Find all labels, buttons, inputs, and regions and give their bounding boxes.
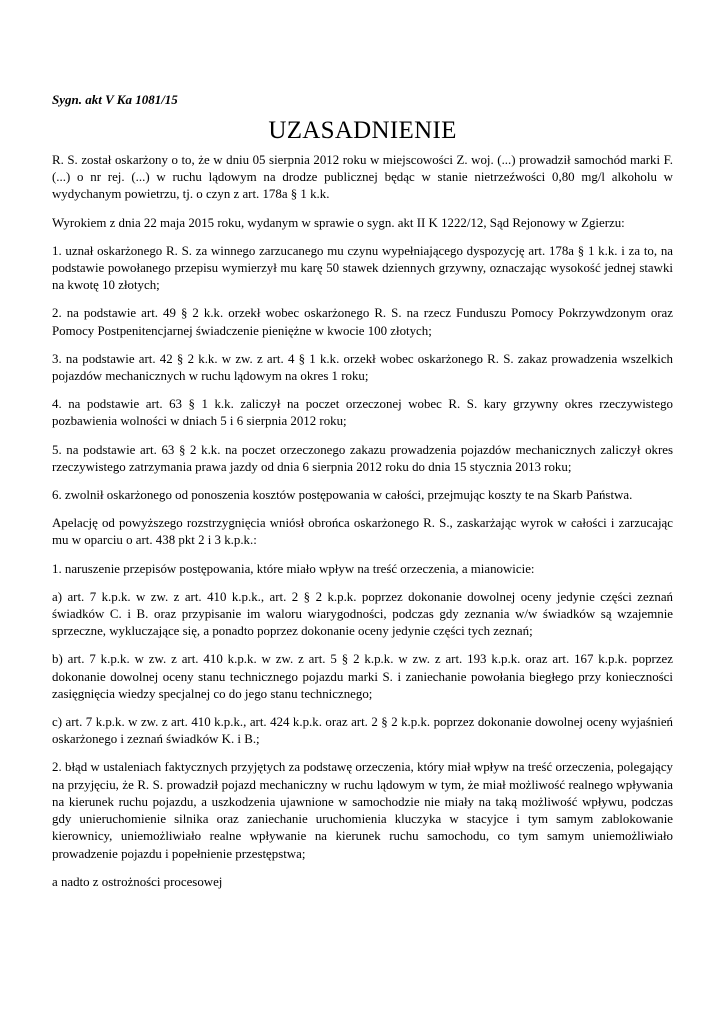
document-title: UZASADNIENIE xyxy=(268,117,457,144)
paragraph-verdict-item-2: 2. na podstawie art. 49 § 2 k.k. orzekł wobec oskarżonego R. S. na rzecz Funduszu Pomocy Pokrzywdzonym oraz Pomocy Postpenitencjarnej świadczenie pieniężne w kwocie 100 złotych; xyxy=(52,306,673,338)
paragraph-verdict-item-1: 1. uznał oskarżonego R. S. za winnego zarzucanego mu czynu wypełniającego dyspozycję art. 178a § 1 k.k. i za to, na podstawie powołanego przepisu wymierzył mu karę 50 stawek dziennych grzywny, oznaczając wysokość jednej stawki na kwotę 10 złotych; xyxy=(52,243,673,293)
paragraph-appeal-item-1b: b) art. 7 k.p.k. w zw. z art. 410 k.p.k. w zw. z art. 5 § 2 k.p.k. w zw. z art. 193 k.p.k. oraz art. 167 k.p.k. poprzez dokonanie dowolnej oceny stanu technicznego pojazdu marki S. i zaniechanie powołania biegłego przy konieczności zasięgnięcia wiedzy specjalnej co do jego stanu technicznego; xyxy=(52,652,673,701)
paragraph-appeal-item-1: 1. naruszenie przepisów postępowania, które miało wpływ na treść orzeczenia, a mianowicie: xyxy=(52,561,535,576)
paragraph-verdict-item-3: 3. na podstawie art. 42 § 2 k.k. w zw. z art. 4 § 1 k.k. orzekł wobec oskarżonego R. S. zakaz prowadzenia wszelkich pojazdów mechanicznych w ruchu lądowym na okres 1 roku; xyxy=(52,351,673,384)
paragraph-verdict-intro: Wyrokiem z dnia 22 maja 2015 roku, wydanym w sprawie o sygn. akt II K 1222/12, Sąd Rejonowy w Zgierzu: xyxy=(52,215,625,230)
paragraph-verdict-item-5: 5. na podstawie art. 63 § 2 k.k. na poczet orzeczonego zakazu prowadzenia pojazdów mechanicznych zaliczył okres rzeczywistego zatrzymania prawa jazdy od dnia 6 sierpnia 2012 roku do dnia 15 stycznia 2013 roku; xyxy=(52,442,673,474)
paragraph-appeal-intro: Apelację od powyższego rozstrzygnięcia wniósł obrońca oskarżonego R. S., zaskarżając wyrok w całości i zarzucając mu w oparciu o art. 438 pkt 2 i 3 k.p.k.: xyxy=(52,516,673,548)
paragraph-appeal-item-1c: c) art. 7 k.p.k. w zw. z art. 410 k.p.k., art. 424 k.p.k. oraz art. 2 § 2 k.p.k. poprzez dokonanie dowolnej oceny wyjaśnień oskarżonego i zeznań świadków K. i B.; xyxy=(52,715,673,747)
paragraph-charge: R. S. został oskarżony o to, że w dniu 05 sierpnia 2012 roku w miejscowości Z. woj. (...) prowadził samochód marki F. (...) o nr rej. (...) w ruchu lądowym na drodze publicznej będąc w stanie nietrzeźwości 0,80 mg/l alkoholu w wydychanym powietrzu, tj. o czyn z art. 178a § 1 k.k. xyxy=(52,153,673,202)
case-signature: Sygn. akt V Ka 1081/15 xyxy=(52,92,178,107)
paragraph-verdict-item-6: 6. zwolnił oskarżonego od ponoszenia kosztów postępowania w całości, przejmując koszty te na Skarb Państwa. xyxy=(52,488,633,503)
paragraph-appeal-item-1a: a) art. 7 k.p.k. w zw. z art. 410 k.p.k., art. 2 § 2 k.p.k. poprzez dokonanie dowolnej oceny jedynie części zeznań świadków C. i B. oraz przypisanie im waloru wiarygodności, podczas gdy zeznania w/w świadków są wzajemnie sprzeczne, wykluczające się, a ponadto poprzez dokonanie oceny jedynie części tych zeznań; xyxy=(52,589,673,639)
document-page xyxy=(52,92,673,902)
paragraph-closing: a nadto z ostrożności procesowej xyxy=(52,874,223,889)
paragraph-appeal-item-2: 2. błąd w ustaleniach faktycznych przyjętych za podstawę orzeczenia, który miał wpływ na treść orzeczenia, polegający na przyjęciu, że R. S. prowadził pojazd mechaniczny w ruchu lądowym w tym, że miał możliwość realnego wpływania na kierunek ruchu pojazdu, a uszkodzenia ujawnione w samochodzie nie miały na taką możliwość wpływu, podczas gdy unieruchomienie silnika oraz zaniechanie uruchomienia kluczyka w stacyjce i tym samym zablokowanie kierownicy, uniemożliwiało realne wpływanie na kierunek ruchu samochodu, co tym samym uniemożliwiało prowadzenie pojazdu i popełnienie przestępstwa; xyxy=(52,760,673,861)
paragraph-verdict-item-4: 4. na podstawie art. 63 § 1 k.k. zaliczył na poczet orzeczonej wobec R. S. kary grzywny okres rzeczywistego pozbawienia wolności w dniach 5 i 6 sierpnia 2012 roku; xyxy=(52,397,673,429)
